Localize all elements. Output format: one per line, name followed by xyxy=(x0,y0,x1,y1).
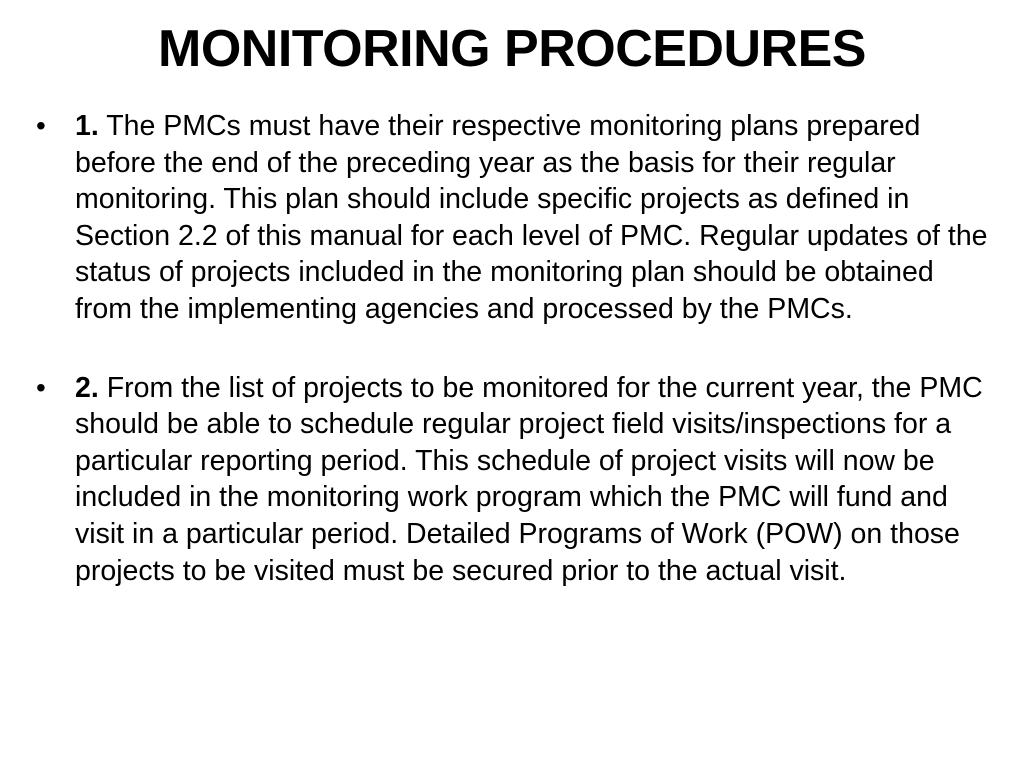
item-number: 1. xyxy=(75,110,99,142)
bullet-text xyxy=(75,370,995,590)
bullet-text xyxy=(75,108,995,328)
item-body: The PMCs must have their respective monitoring plans prepared before the end of the preceding year as the basis for their regular monitoring. This plan should include specific projects as defined in Section 2.2 of this manual for each level of PMC. Regular updates of the status of projects included in the monitoring plan should be obtained from the implementing agencies and processed by the PMCs. xyxy=(75,110,988,325)
slide-title: MONITORING PROCEDURES xyxy=(158,20,866,78)
bullet-item-2 xyxy=(0,370,1024,590)
bullet-list xyxy=(0,108,1024,631)
bullet-item-1 xyxy=(0,108,1024,328)
bullet-dot-icon: • xyxy=(36,371,46,403)
bullet-dot-icon: • xyxy=(36,110,46,141)
item-number: 2. xyxy=(75,371,99,404)
item-body: From the list of projects to be monitored for the current year, the PMC should be able to schedule regular project field visits/inspections for a particular reporting period. This schedule of project visits will now be included in the monitoring work program which the PMC will fund and visit in a particular period. Detailed Programs of Work (POW) on those projects to be visited must be secured prior to the actual visit. xyxy=(75,371,983,587)
